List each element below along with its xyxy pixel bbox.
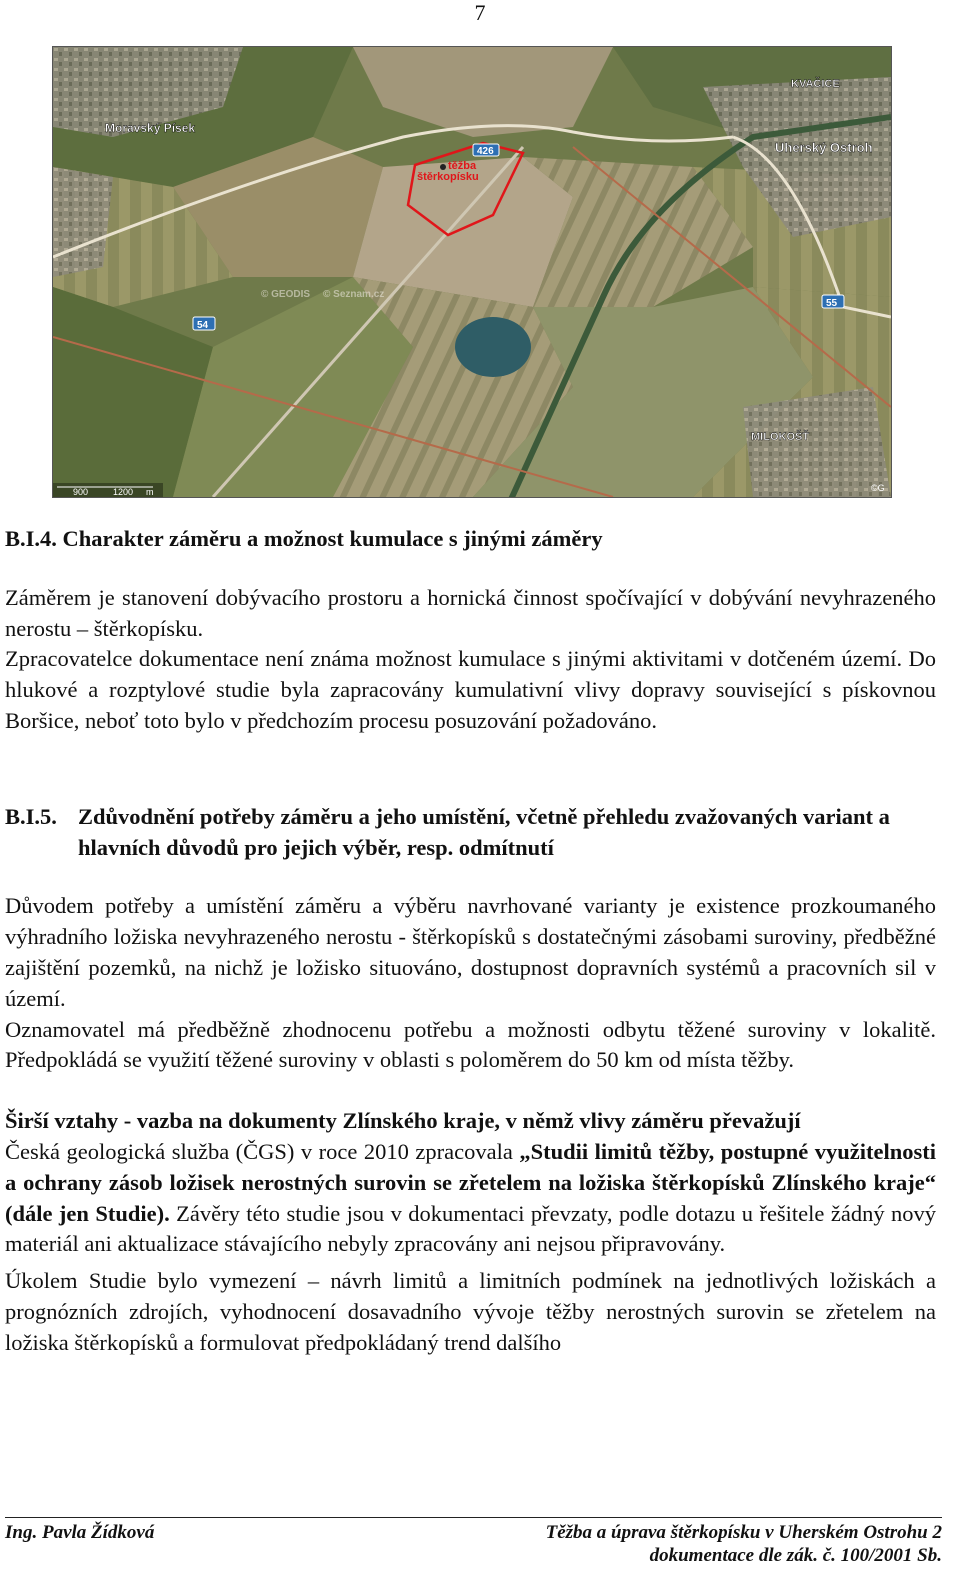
subsection-heading: Širší vztahy - vazba na dokumenty Zlínského kraje, v němž vlivy záměru převažují xyxy=(5,1108,801,1134)
document-body xyxy=(5,524,936,1359)
paragraph-intro: Česká geologická služba (ČGS) v roce 2010 zpracovala xyxy=(5,1138,520,1164)
scale-unit: m xyxy=(146,487,154,497)
watermark-geodis: © GEODIS xyxy=(261,289,311,300)
section-number: B.I.5. xyxy=(5,803,57,829)
paragraph xyxy=(5,1137,936,1260)
scale-1200: 1200 xyxy=(113,487,134,497)
paragraph: Zpracovatelce dokumentace není známa možnost kumulace s jinými aktivitami v dotčeném území. Do hlukové a rozptylové studie byla zapracovány kumulativní vlivy dopravy související s pískovnou Boršice, neboť toto bylo v předchozím procesu posuzování požadováno. xyxy=(5,646,936,733)
section-title: Zdůvodnění potřeby záměru a jeho umístění, včetně přehledu zvažovaných variant a hlavních důvodů pro jejich výběr, resp. odmítnutí xyxy=(78,803,890,860)
paragraph: Důvodem potřeby a umístění záměru a výběru navrhované varianty je existence prozkoumaného výhradního ložiska nevyhrazeného nerostu - štěrkopísků s dostatečnými zásobami suroviny, předběžné zajištění pozemků, na nichž je ložisko situováno, dostupnost dopravních systémů a pracovních sil v území. xyxy=(5,893,936,1011)
label-moravsky-pisek: Moravský Písek xyxy=(105,121,196,135)
label-site-line2: štěrkopísku xyxy=(417,171,479,183)
paragraph: Úkolem Studie bylo vymezení – návrh limitů a limitních podmínek na jednotlivých ložiskách a prognózních zdrojích, vyhodnocení dosavadního vývoje těžby nerostných surovin se zřetelem na ložiska štěrkopísků a formulovat předpokládaný trend dalšího xyxy=(5,1268,936,1355)
label-site-line1: těžba xyxy=(448,160,477,172)
label-milokost: MILOKOŠŤ xyxy=(751,431,810,443)
map-copyright: ©G xyxy=(871,483,885,493)
study-title: „Studii limitů těžby, postupné využitelnosti a ochrany zásob ložisek nerostných surovin se zřetelem na ložiska štěrkopísků Zlínského kraje“ (dále jen Studie). xyxy=(5,1138,937,1226)
footer-title-line2: dokumentace dle zák. č. 100/2001 Sb. xyxy=(649,1545,942,1566)
paragraph-rest: Závěry této studie jsou v dokumentaci převzaty, podle dotazu u řešitele žádný nový materiál ani aktualizace stávajícího nebyly zpracovány ani nejsou připravovány. xyxy=(5,1200,936,1257)
road-badge-55: 55 xyxy=(826,298,838,309)
map-graphic xyxy=(53,47,891,497)
scale-900: 900 xyxy=(73,487,89,497)
footer-divider xyxy=(5,1517,942,1518)
paragraph: Oznamovatel má předběžně zhodnocenu potřebu a možnosti odbytu těžené suroviny v lokalitě. Předpokládá se využití těžené suroviny v oblasti s poloměrem do 50 km od místa těžby. xyxy=(5,1016,936,1073)
aerial-map xyxy=(52,46,892,498)
footer-document-title xyxy=(546,1521,942,1567)
road-badge-54: 54 xyxy=(197,320,209,331)
watermark-seznam: © Seznam.cz xyxy=(323,289,385,300)
footer-title-line1: Těžba a úprava štěrkopísku v Uherském Ostrohu 2 xyxy=(545,1522,942,1543)
road-badge-426: 426 xyxy=(477,146,494,157)
page-number: 7 xyxy=(474,0,486,25)
paragraph: Záměrem je stanovení dobývacího prostoru a hornická činnost spočívající v dobývání nevyhrazeného nerostu – štěrkopísku. xyxy=(5,584,936,641)
label-uhersky-ostroh: Uherský Ostroh xyxy=(775,140,873,155)
label-kvacice: KVAČICE xyxy=(791,78,840,90)
section-heading-b-i-4: B.I.4. Charakter záměru a možnost kumulace s jinými záměry xyxy=(5,526,603,551)
section-heading-b-i-5 xyxy=(5,802,936,864)
footer-author: Ing. Pavla Žídková xyxy=(5,1522,155,1543)
